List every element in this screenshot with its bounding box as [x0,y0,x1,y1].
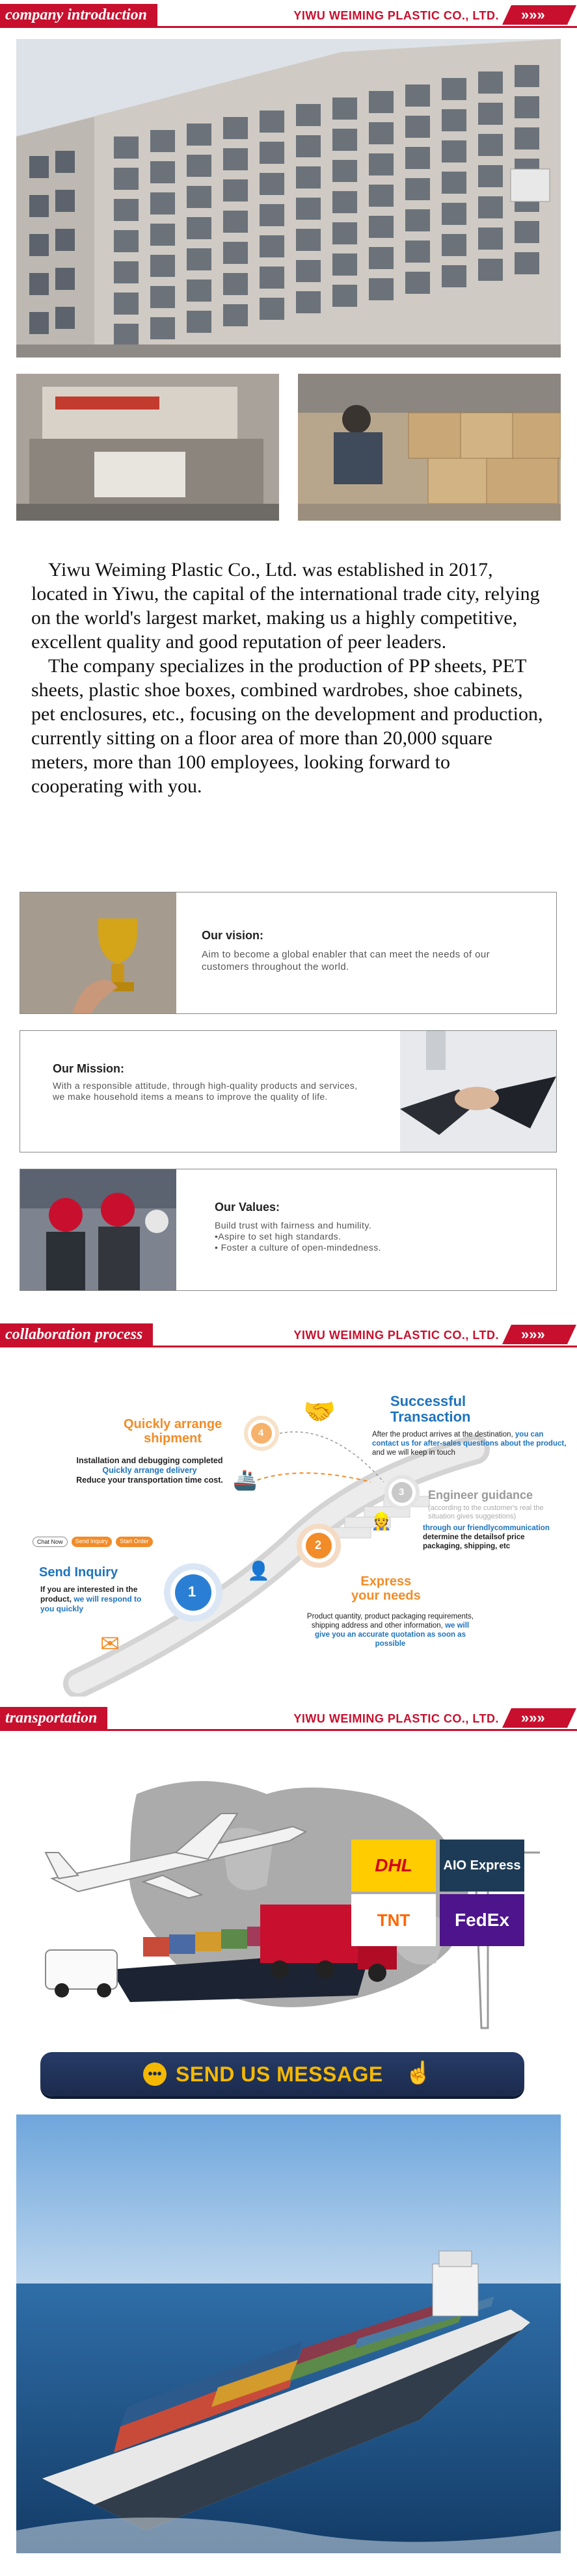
building-window [223,304,248,326]
building-window [150,192,175,215]
building-window [515,65,539,87]
express-needs-text [306,1612,475,1648]
building-window [405,116,430,138]
values-title: Our Values: [215,1201,280,1214]
company-name: YIWU WEIMING PLASTIC CO., LTD. [293,9,499,22]
building-window [150,224,175,246]
building-window [114,199,139,221]
intro-paragraph: The company specializes in the production of PP sheets, PET sheets, plastic shoe boxes, combined wardrobes, shoe cabinets, pet enclosures, etc., focusing on the development and production, currently sitting on a floor area of more than 20,000 square meters, more than 100 employees, looking forward to cooperating with you. [31,655,543,797]
building-window [478,196,503,218]
building-window [369,247,394,269]
building-window [332,254,357,276]
values-line: Build trust with fairness and humility. [215,1220,371,1230]
building-window [369,153,394,176]
send-inquiry-title: Send Inquiry [39,1565,118,1580]
step-number: 4 [258,1427,264,1438]
building-window [369,278,394,300]
values-text [215,1220,540,1253]
building-window [187,248,211,270]
express-needs-title: Express your needs [351,1574,421,1603]
text-span: you can contact us for after-sales questions about the product, [372,1431,567,1448]
building-window [260,142,284,164]
building-window [150,286,175,308]
trophy-photo [20,892,176,1013]
building-window [187,217,211,239]
logistics-collage [33,1755,546,2041]
building-window [296,104,321,126]
building-window [150,317,175,339]
building-window [260,173,284,195]
text-span: After the product arrives at the destination, [372,1431,513,1438]
company-name: YIWU WEIMING PLASTIC CO., LTD. [293,1329,499,1342]
chevron-icon: »»» [502,1708,576,1728]
building-window [223,273,248,295]
building-window [223,211,248,233]
process-diagram [20,1372,567,1697]
building-window [187,186,211,208]
send-message-button[interactable] [40,2052,524,2096]
building-window [260,235,284,257]
pointer-hand-icon: ☝ [405,2061,433,2085]
building-window [442,265,466,287]
building-window [260,267,284,289]
intro-paragraph: Yiwu Weiming Plastic Co., Ltd. was established in 2017, located in Yiwu, the capital of the international trade city, relying on the world's largest market, making us a highly competitive, excellent quality and good reputation of peer leaders. [31,559,540,653]
chevron-icon: »»» [502,5,576,25]
section-divider [0,26,577,28]
building-window [369,185,394,207]
building-window [150,255,175,277]
engineer-icon: 👷 [371,1511,392,1531]
envelope-icon: ✉ [100,1630,120,1657]
building-window [515,127,539,150]
building-window [405,147,430,169]
machine-photo [16,374,279,521]
building-window [296,260,321,282]
section-header-collaboration [0,1320,577,1351]
section-tag: transportation [0,1707,107,1729]
section-divider [0,1729,577,1731]
building-window [478,259,503,281]
building-window [150,130,175,152]
building-window [296,135,321,157]
text-span: Product quantity, product packaging requirements, shipping address and other information, [306,1613,474,1630]
fedex-logo: FedEx [440,1894,524,1946]
engineer-guidance-sub: (according to the customer's real the situation gives suggestions) [428,1504,544,1520]
dhl-logo: DHL [351,1840,436,1892]
user-chat-icon: 👤 [247,1561,270,1581]
step-number: 1 [188,1583,196,1600]
building-window [369,216,394,238]
building-window [478,72,503,94]
building-window [150,161,175,183]
building-window [332,129,357,151]
send-inquiry-text [40,1585,144,1614]
workers-photo [20,1169,176,1290]
building-window [442,203,466,225]
building-window [296,291,321,313]
building-window [478,165,503,187]
text-line: Reduce your transportation time cost. [76,1476,223,1485]
building-window [478,134,503,156]
successful-transaction-text [372,1430,567,1457]
values-card [20,1169,557,1291]
building-window [187,280,211,302]
building-window [114,261,139,283]
building-window [369,91,394,113]
step-number: 3 [399,1487,405,1498]
building-window [405,85,430,107]
building-window [114,293,139,315]
quickly-arrange-title: Quickly arrange shipment [124,1417,222,1446]
building-window [405,241,430,263]
building-window [332,160,357,182]
building-window [114,324,139,346]
section-header-company-intro [0,0,577,31]
building-window [187,155,211,177]
mission-card [20,1030,557,1152]
building-window [223,148,248,170]
text-line: determine the detailsof price packaging, shipping, etc [423,1533,525,1550]
text-span: and we will keep in touch [372,1449,455,1457]
send-inquiry-button[interactable]: Send Inquiry [72,1537,113,1547]
building-window [332,98,357,120]
building-window [332,222,357,244]
vision-card [20,892,557,1014]
building-window [405,209,430,231]
building-window [260,298,284,320]
building-window [442,172,466,194]
text-span: If you are interested in the product, [40,1585,138,1604]
ship-icon: 🚢 [233,1470,258,1491]
building-window [442,140,466,163]
text-span: we will give you an accurate quotation as soon as possible [315,1622,470,1648]
engineer-guidance-title: Engineer guidance [428,1489,533,1502]
section-tag: company introduction [0,4,157,26]
section-header-transportation [0,1703,577,1734]
mission-title: Our Mission: [53,1062,125,1075]
building-window [332,285,357,307]
start-order-button[interactable]: Start Order [116,1537,153,1547]
building-window [405,178,430,200]
building-window [515,221,539,243]
building-window [223,117,248,139]
chat-now-button[interactable]: Chat Now [33,1537,68,1547]
section-divider [0,1346,577,1347]
values-line: • Foster a culture of open-mindedness. [215,1242,381,1253]
building-window [442,78,466,100]
company-name: YIWU WEIMING PLASTIC CO., LTD. [293,1712,499,1725]
building-window [515,96,539,118]
building-window [442,109,466,131]
text-span: we will respond to you quickly [40,1594,142,1613]
building-window [405,272,430,294]
building-window [223,179,248,202]
values-line: •Aspire to set high standards. [215,1231,342,1242]
cargo-ship-photo [16,2114,561,2553]
building-window [187,124,211,146]
building-window [442,234,466,256]
vision-title: Our vision: [202,929,264,942]
building-window [296,229,321,251]
handshake-icon: 🤝 [303,1398,336,1426]
building-window [369,122,394,144]
building-window [223,242,248,264]
building-window [114,137,139,159]
building-window [296,166,321,189]
quickly-arrange-text [65,1456,234,1485]
section-tag: collaboration process [0,1323,153,1346]
send-message-label: SEND US MESSAGE [176,2062,383,2086]
building-window [114,168,139,190]
chat-bubble-icon: ••• [143,2062,167,2086]
building-window [332,191,357,213]
handshake-photo [400,1031,556,1152]
building-window [260,204,284,226]
company-intro-text [31,558,545,798]
aio-express-logo: AIO Express [440,1840,524,1892]
building-window [478,228,503,250]
text-line: Installation and debugging completed [76,1456,223,1465]
building-window [260,111,284,133]
tnt-logo: TNT [351,1894,436,1946]
mission-text: With a responsible attitude, through high-quality products and services, we make household items a means to improve the quality of life. [53,1080,358,1102]
building-window [296,198,321,220]
successful-transaction-title: Successful Transaction [390,1393,471,1425]
building-window [187,311,211,333]
step-number: 2 [315,1539,322,1552]
building-window [114,230,139,252]
text-line: Quickly arrange delivery [102,1466,197,1475]
inquiry-buttons [33,1537,153,1547]
factory-building-photo [16,39,561,358]
text-line: through our friendlycommunication [423,1524,550,1532]
packing-photo [298,374,561,521]
building-window [478,103,503,125]
building-window [515,252,539,274]
engineer-guidance-text [423,1524,559,1551]
vision-text: Aim to become a global enabler that can meet the needs of our customers throughout the world. [202,949,490,972]
chevron-icon: »»» [502,1325,576,1344]
